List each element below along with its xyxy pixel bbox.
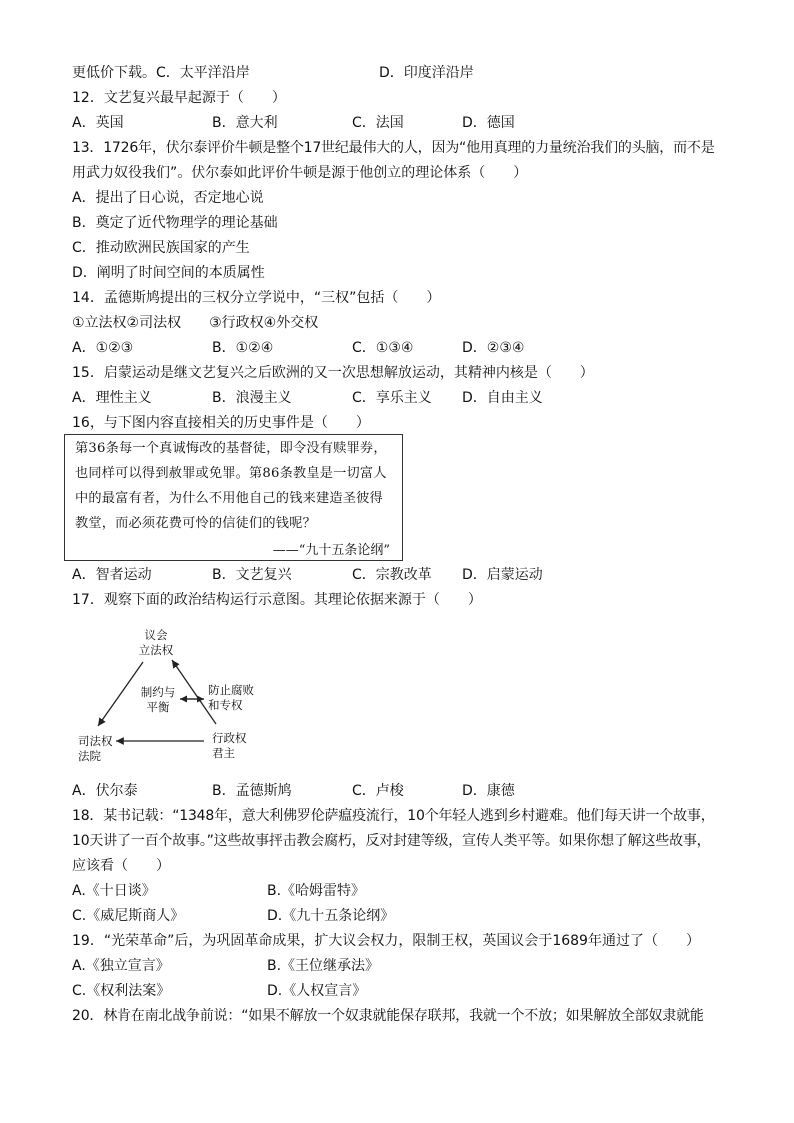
option-c: C．推动欧洲民族国家的产生: [72, 240, 250, 256]
question-18-line2: 10天讲了一百个故事。”这些故事抨击教会腐朽，反对封建等级，宣传人类平等。如果你想了解这些故事，: [72, 833, 711, 849]
option-d: D．自由主义: [462, 390, 543, 406]
quote-source: ——“九十五条论纲”: [272, 543, 390, 558]
line-prev-option-d: D．印度洋沿岸: [379, 65, 474, 81]
node-label: 行政权: [212, 731, 247, 745]
option-d: D．阐明了时间空间的本质属性: [72, 265, 265, 281]
quote-line: 教堂，而必须花费可怜的信徒们的钱呢？: [75, 516, 316, 531]
arrow-legislative-to-judicial: [98, 662, 143, 726]
option-c: C．卢梭: [352, 783, 404, 799]
line-prev-options: 更低价下载。C．太平洋沿岸: [72, 65, 250, 81]
node-label: 司法权: [78, 734, 113, 748]
option-c: C.《权利法案》: [72, 983, 171, 999]
node-label: 法院: [78, 749, 101, 763]
question-17: 17．观察下面的政治结构运行示意图。其理论依据来源于（ ）: [72, 592, 482, 608]
option-b: B．①②④: [212, 340, 274, 356]
option-b: B．意大利: [212, 115, 278, 131]
separation-of-powers-diagram: [76, 620, 286, 770]
node-legislative: [136, 628, 176, 658]
option-a: A．提出了日心说，否定地心说: [72, 190, 264, 206]
question-18-line1: 18．某书记载：“1348年，意大利佛罗伦萨瘟疫流行，10个年轻人逃到乡村避难。他们每天讲一个故事，: [72, 808, 715, 824]
option-b: B.《王位继承法》: [267, 958, 380, 974]
option-b: B．文艺复兴: [212, 567, 292, 583]
balance-label: [138, 685, 178, 715]
option-a: A．理性主义: [72, 390, 152, 406]
prevent-corruption-label: [208, 683, 264, 713]
quote-line: 中的最富有者，为什么不用他自己的钱来建造圣彼得: [75, 491, 383, 506]
option-d: D．启蒙运动: [462, 567, 543, 583]
quote-line: 也同样可以得到赦罪或免罪。第86条教皇是一切富人: [75, 466, 387, 481]
node-label: 议会: [144, 628, 168, 642]
node-label: 君主: [212, 746, 235, 760]
option-a: A.《十日谈》: [72, 883, 156, 899]
option-a: A．智者运动: [72, 567, 152, 583]
question-13-line2: 用武力奴役我们”。伏尔泰如此评价牛顿是源于他创立的理论体系（ ）: [72, 165, 528, 181]
option-d: D.《九十五条论纲》: [267, 908, 395, 924]
question-13-line1: 13．1726年，伏尔泰评价牛顿是整个17世纪最伟大的人，因为“他用真理的力量统治我们的头脑，而不是: [72, 140, 715, 156]
node-label: 平衡: [146, 700, 170, 714]
question-15: 15．启蒙运动是继文艺复兴之后欧洲的又一次思想解放运动，其精神内核是（ ）: [72, 365, 594, 381]
option-c: C.《威尼斯商人》: [72, 908, 185, 924]
question-20: 20．林肯在南北战争前说：“如果不解放一个奴隶就能保存联邦，我就一个不放；如果解放全部奴隶就能: [72, 1008, 704, 1024]
node-label: 和专权: [208, 698, 243, 712]
option-d: D.《人权宣言》: [267, 983, 367, 999]
question-12: 12．文艺复兴最早起源于（ ）: [72, 90, 286, 106]
node-executive: [212, 731, 252, 761]
node-label: 立法权: [138, 643, 174, 657]
question-14: 14．孟德斯鸠提出的三权分立学说中，“三权”包括（ ）: [72, 290, 441, 306]
option-a: A．①②③: [72, 340, 134, 356]
option-b: B．奠定了近代物理学的理论基础: [72, 215, 278, 231]
question-16: 16，与下图内容直接相关的历史事件是（ ）: [72, 415, 370, 431]
option-b: B．浪漫主义: [212, 390, 292, 406]
node-label: 防止腐败: [208, 683, 254, 697]
option-d: D．②③④: [462, 340, 525, 356]
option-d: D．康德: [462, 783, 515, 799]
quote-line: 第36条每一个真诚悔改的基督徒，即令没有赎罪券，: [75, 441, 387, 456]
node-label: 制约与: [140, 685, 176, 699]
quote-box: [64, 434, 403, 561]
option-c: C．法国: [352, 115, 404, 131]
option-b: B．孟德斯鸠: [212, 783, 292, 799]
option-c: C．享乐主义: [352, 390, 432, 406]
node-judicial: [78, 734, 118, 764]
option-d: D．德国: [462, 115, 515, 131]
option-a: A．英国: [72, 115, 124, 131]
option-a: A．伏尔泰: [72, 783, 138, 799]
question-19: 19．“光荣革命”后，为巩固革命成果，扩大议会权力，限制王权，英国议会于1689年通过了（ ）: [72, 933, 700, 949]
option-a: A.《独立宣言》: [72, 958, 170, 974]
option-c: C．①③④: [352, 340, 414, 356]
option-c: C．宗教改革: [352, 567, 432, 583]
option-b: B.《哈姆雷特》: [267, 883, 366, 899]
question-18-line3: 应该看（ ）: [72, 858, 170, 874]
question-14-items: ①立法权②司法权 ③行政权④外交权: [72, 315, 319, 331]
